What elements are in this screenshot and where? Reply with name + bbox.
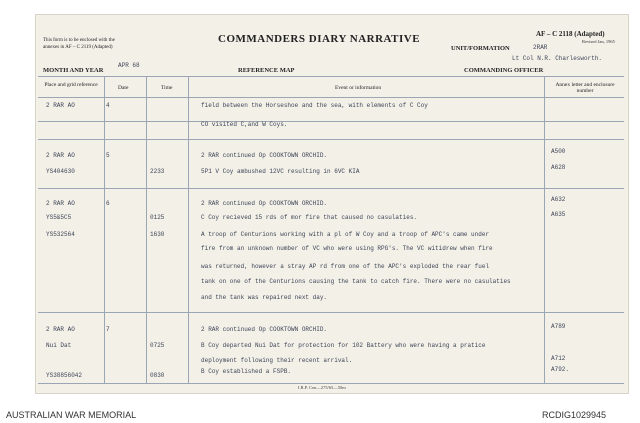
row-event: 2 RAR continued Op COOKTOWN ORCHID.	[201, 326, 328, 333]
footer-right: RCDIG1029945	[542, 410, 607, 420]
col-header-annex: Annex letter and enclosure number	[555, 82, 615, 94]
footer-left: AUSTRALIAN WAR MEMORIAL	[6, 410, 137, 420]
row-date: 7	[106, 326, 110, 333]
row-time: 1630	[150, 231, 165, 238]
row-annex: A635	[551, 211, 566, 218]
row-time: 0125	[150, 214, 165, 221]
col-header-event: Event or information	[335, 85, 382, 91]
rule-4	[38, 312, 624, 313]
col-sep-event	[544, 76, 545, 383]
row-annex: A628	[551, 164, 566, 171]
row-event: 2 RAR continued Op COOKTOWN ORCHID.	[201, 152, 328, 159]
row-place: 2 RAR AO	[46, 102, 75, 109]
row-time: 2233	[150, 168, 165, 175]
revised-date: Revised Jan, 1965	[582, 39, 615, 44]
row-event: A troop of Centurions working with a pl of W Coy and a troop of APC's came under	[201, 231, 490, 238]
row-time: 0725	[150, 342, 165, 349]
rule-1	[38, 121, 624, 122]
rule-2	[38, 139, 624, 140]
row-annex: A792.	[551, 366, 570, 373]
form-note-line1: This form is to be enclosed with the	[43, 38, 115, 43]
row-event: deployment following their recent arrival.	[201, 357, 353, 364]
col-header-place: Place and grid reference	[44, 82, 98, 88]
col-header-time: Time	[161, 85, 173, 91]
row-event: B Coy established a FSPB.	[201, 368, 292, 375]
row-event: was returned, however a stray AP rd from one of the APC's exploded the rear fuel	[201, 263, 490, 270]
col-sep-time	[188, 76, 189, 383]
row-place: 2 RAR AO	[46, 326, 75, 333]
ref-map-label: REFERENCE MAP	[238, 67, 295, 74]
row-annex: A789	[551, 323, 566, 330]
row-place: 2 RAR AO	[46, 200, 75, 207]
row-place: YS532564	[46, 231, 75, 238]
row-annex: A632	[551, 196, 566, 203]
header-bottom-line	[38, 97, 624, 98]
row-place: YS38856042	[46, 372, 83, 379]
row-place: Nui Dat	[46, 342, 72, 349]
form-code: AF – C 2118 (Adapted)	[536, 30, 605, 38]
row-place: YS5&5C5	[46, 214, 72, 221]
unit-value: 2RAR	[533, 44, 548, 51]
print-mark: I.R.P. Cen—275/65—50m	[298, 385, 346, 390]
col-sep-place	[104, 76, 105, 383]
row-event: fire from an unknown number of VC who were using RPG's. The VC witidrew when fire	[201, 245, 493, 252]
row-event: field between the Horseshoe and the sea, with elements of C Coy	[201, 102, 428, 109]
row-time: 0830	[150, 372, 165, 379]
row-date: 4	[106, 102, 110, 109]
row-event: tank on one of the Centurions causing the tank to catch fire. There were no casulaties	[201, 278, 511, 285]
row-place: 2 RAR AO	[46, 152, 75, 159]
table-bottom-line	[38, 383, 624, 384]
row-event: CO visited C,and W Coys.	[201, 121, 288, 128]
row-event: 2 RAR continued Op COOKTOWN ORCHID.	[201, 200, 328, 207]
col-header-date: Date	[118, 85, 129, 91]
col-sep-date	[146, 76, 147, 383]
rule-3	[38, 188, 624, 189]
row-annex: A500	[551, 148, 566, 155]
unit-label: UNIT/FORMATION	[451, 45, 510, 52]
row-event: C Coy recieved 15 rds of mor fire that caused no casulaties.	[201, 214, 418, 221]
form-title: COMMANDERS DIARY NARRATIVE	[218, 33, 421, 45]
row-event: B Coy departed Nui Dat for protection for 102 Battery who were having a pratice	[201, 342, 486, 349]
row-event: and the tank was repaired next day.	[201, 294, 328, 301]
co-label: COMMANDING OFFICER	[464, 67, 544, 74]
row-place: YS404630	[46, 168, 75, 175]
co-value: Lt Col N.R. Charlesworth.	[512, 55, 603, 62]
row-event: 5P1 V Coy ambushed 12VC resulting in 6VC KIA	[201, 168, 360, 175]
month-value: APR 68	[118, 62, 140, 69]
table-top-line	[38, 76, 624, 77]
row-annex: A712	[551, 355, 566, 362]
month-label: MONTH AND YEAR	[43, 67, 104, 74]
form-note-line2: annexes in AF – C 2119 (Adapted)	[43, 45, 113, 50]
row-date: 6	[106, 200, 110, 207]
row-date: 5	[106, 152, 110, 159]
